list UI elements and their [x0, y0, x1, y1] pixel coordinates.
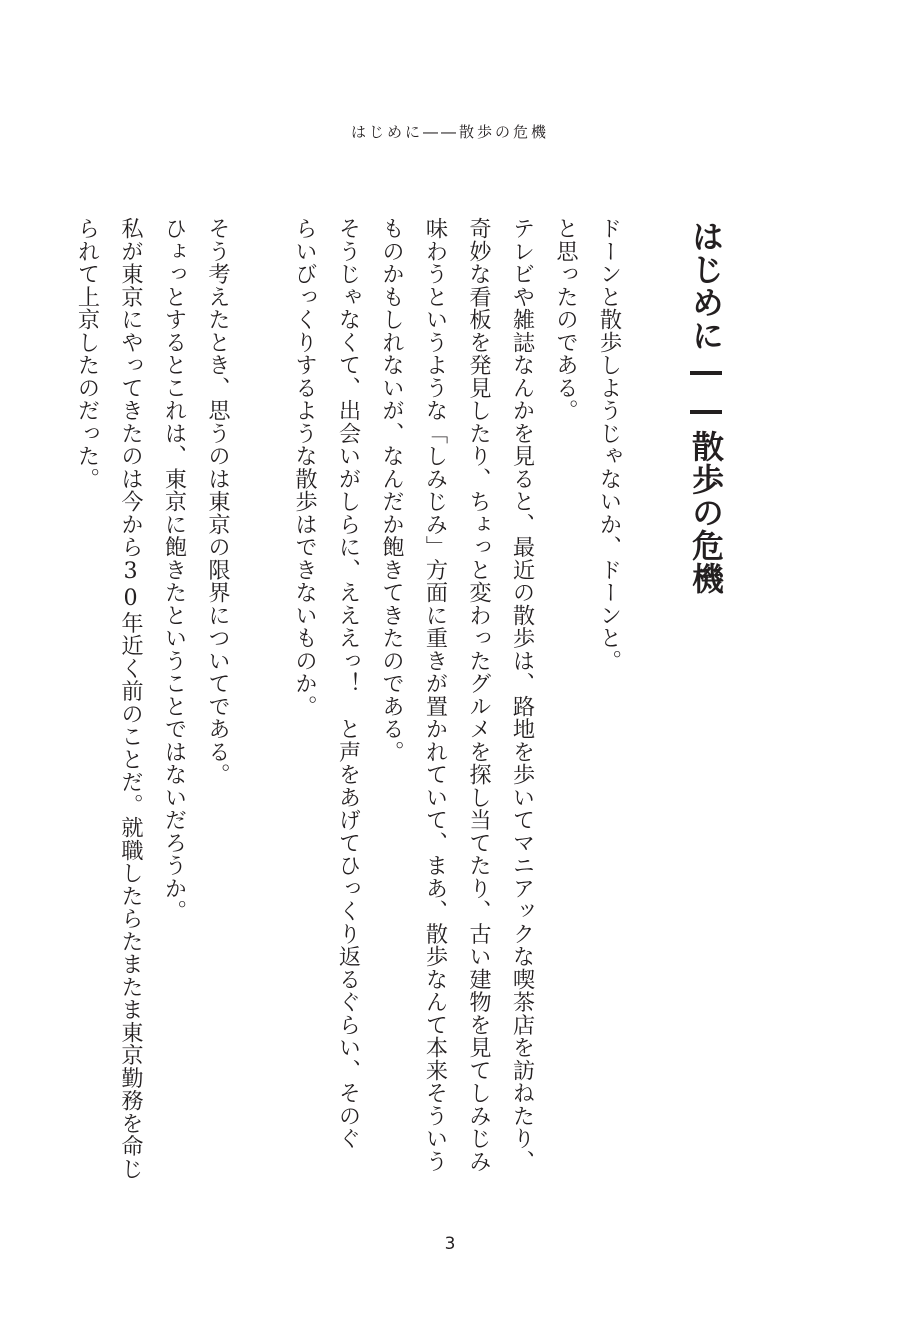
body-line-4: 奇妙な看板を発見したり、ちょっと変わったグルメを探し当てたり、古い建物を見てしみじみ [465, 217, 492, 1173]
body-line-10: そう考えたとき、思うのは東京の限界についてである。 [204, 217, 231, 786]
chapter-title: はじめに――散歩の危機 [687, 220, 725, 595]
body-line-1: ドーンと散歩しようじゃないか、ドーンと。 [596, 217, 622, 672]
body-line-8: らいびっくりするような散歩はできないものか。 [291, 217, 318, 718]
body-line-3: テレビや雑誌なんかを見ると、最近の散歩は、路地を歩いてマニアックな喫茶店を訪ねたり、 [509, 217, 535, 1173]
body-line-2: と思ったのである。 [552, 217, 579, 422]
running-header: はじめに――散歩の危機 [350, 123, 549, 141]
paragraph-break [239, 217, 283, 1217]
body-line-12: 私が東京にやってきたのは今から30年近く前のことだ。就職したらたまたま東京勤務を命じ [117, 217, 144, 1181]
body-line-7: そうじゃなくて、出会いがしらに、えええっ！ と声をあげてひっくり返るぐらい、そのぐ [335, 217, 361, 1150]
body-text [74, 217, 630, 1217]
page-number: 3 [444, 1234, 456, 1254]
body-line-6: ものかもしれないが、なんだか飽きてきたのである。 [378, 217, 405, 763]
body-line-11: ひょっとするとこれは、東京に飽きたということではないだろうか。 [161, 217, 187, 923]
body-line-13: られて上京したのだった。 [74, 217, 100, 490]
body-line-5: 味わうというような「しみじみ」方面に重きが置かれていて、まあ、散歩なんて本来そういう [422, 217, 448, 1173]
